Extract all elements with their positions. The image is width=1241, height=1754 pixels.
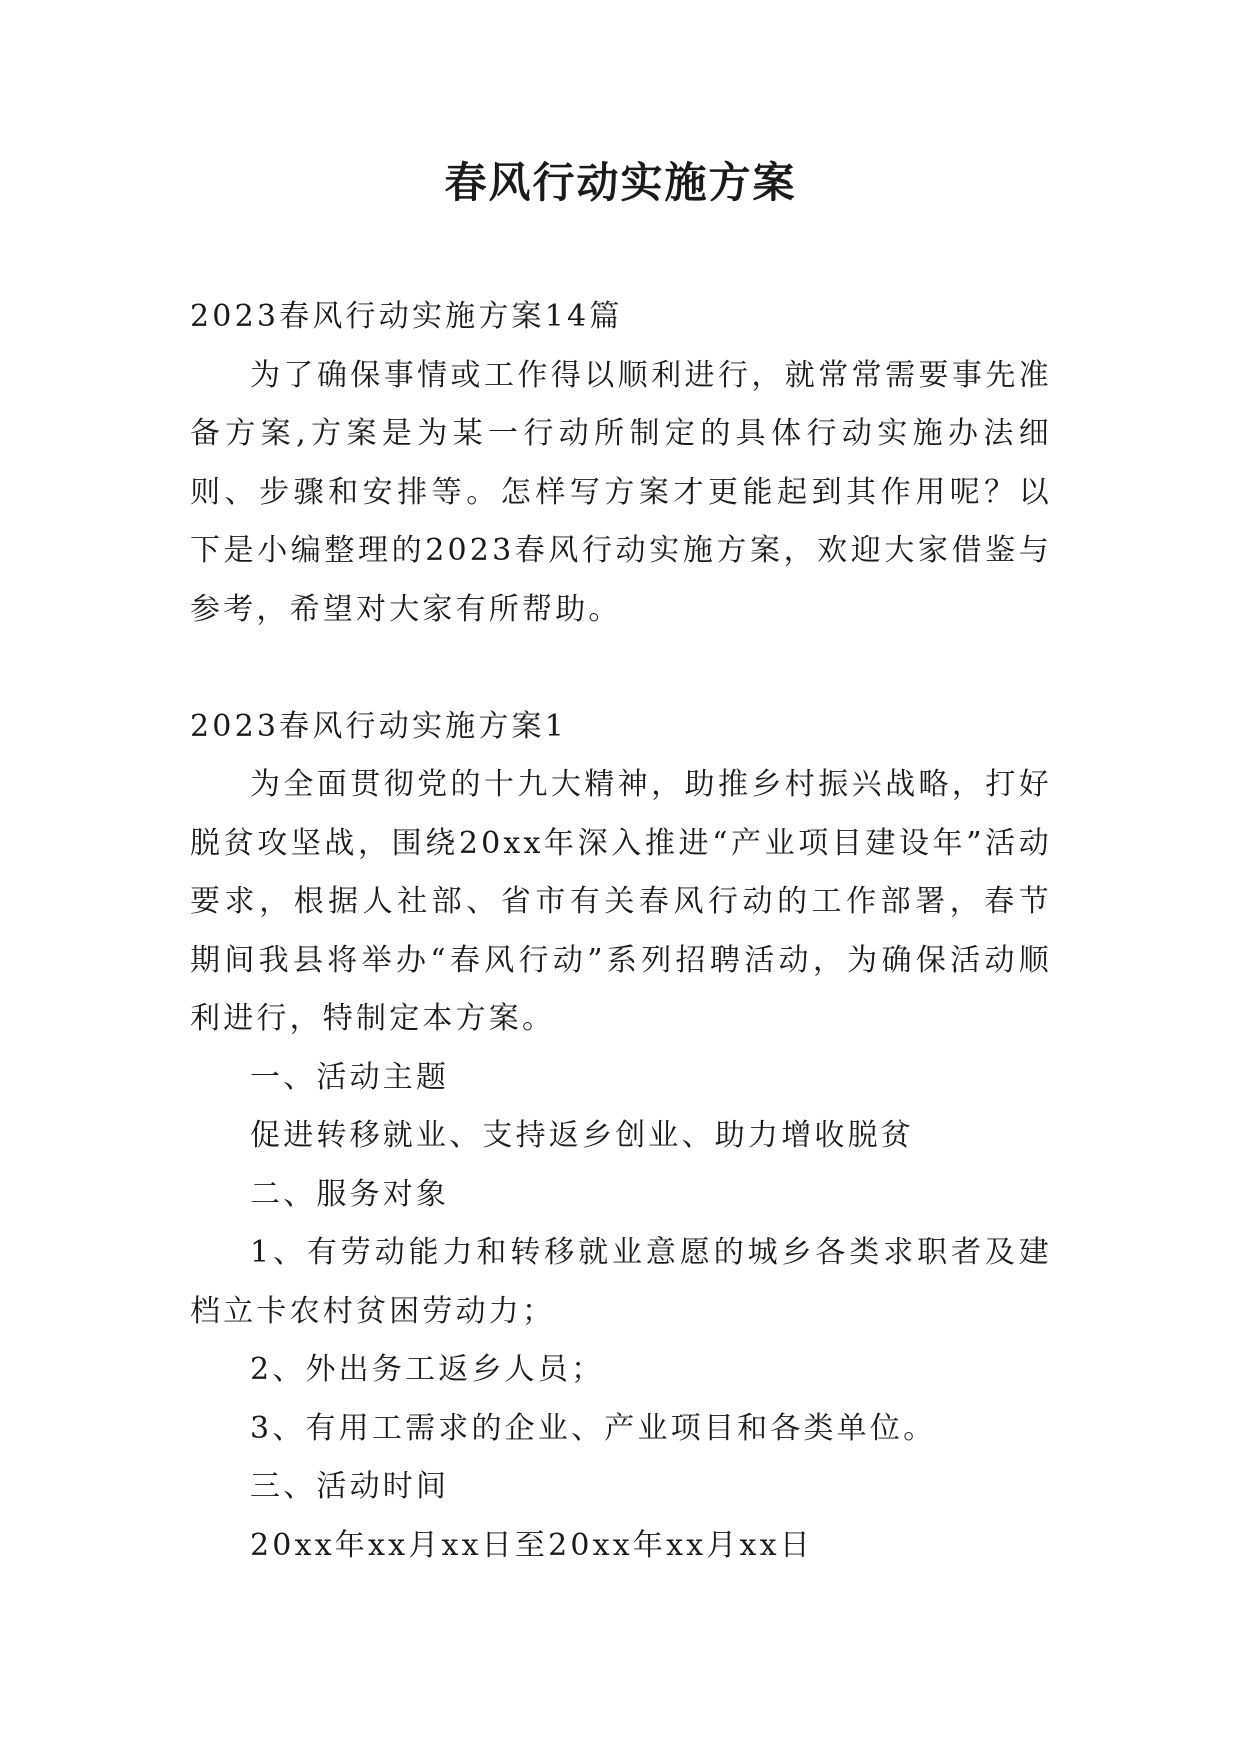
document-title: 春风行动实施方案 — [444, 158, 797, 207]
time-heading: 三、活动时间 — [250, 1469, 450, 1504]
section-paragraph: 为全面贯彻党的十九大精神，助推乡村振兴战略，打好脱贫攻坚战，围绕20xx年深入推进“产业项目建设年”活动要求，根据人社部、省市有关春风行动的工作部署，春节期间我县将举办“春风行动”系列招聘活动，为确保活动顺利进行，特制定本方案。 — [190, 767, 1052, 1036]
intro-paragraph: 为了确保事情或工作得以顺利进行，就常常需要事先准备方案,方案是为某一行动所制定的具体行动实施办法细则、步骤和安排等。怎样写方案才更能起到其作用呢？以下是小编整理的2023春风行动实施方案，欢迎大家借鉴与参考，希望对大家有所帮助。 — [190, 357, 1052, 627]
theme-heading: 一、活动主题 — [250, 1059, 450, 1095]
target-item-2: 2、外出务工返乡人员； — [250, 1352, 605, 1387]
target-heading: 二、服务对象 — [250, 1176, 450, 1212]
time-text: 20xx年xx月xx日至20xx年xx月xx日 — [250, 1527, 813, 1563]
theme-text: 促进转移就业、支持返乡创业、助力增收脱贫 — [250, 1118, 914, 1153]
target-item-3: 3、有用工需求的企业、产业项目和各类单位。 — [250, 1410, 937, 1446]
section-heading: 2023春风行动实施方案1 — [190, 708, 568, 744]
document-body — [190, 288, 1052, 1575]
target-item-1: 1、有劳动能力和转移就业意愿的城乡各类求职者及建档立卡农村贫困劳动力； — [190, 1235, 1052, 1329]
document-subtitle: 2023春风行动实施方案14篇 — [190, 299, 623, 334]
section-spacer — [190, 639, 1052, 698]
